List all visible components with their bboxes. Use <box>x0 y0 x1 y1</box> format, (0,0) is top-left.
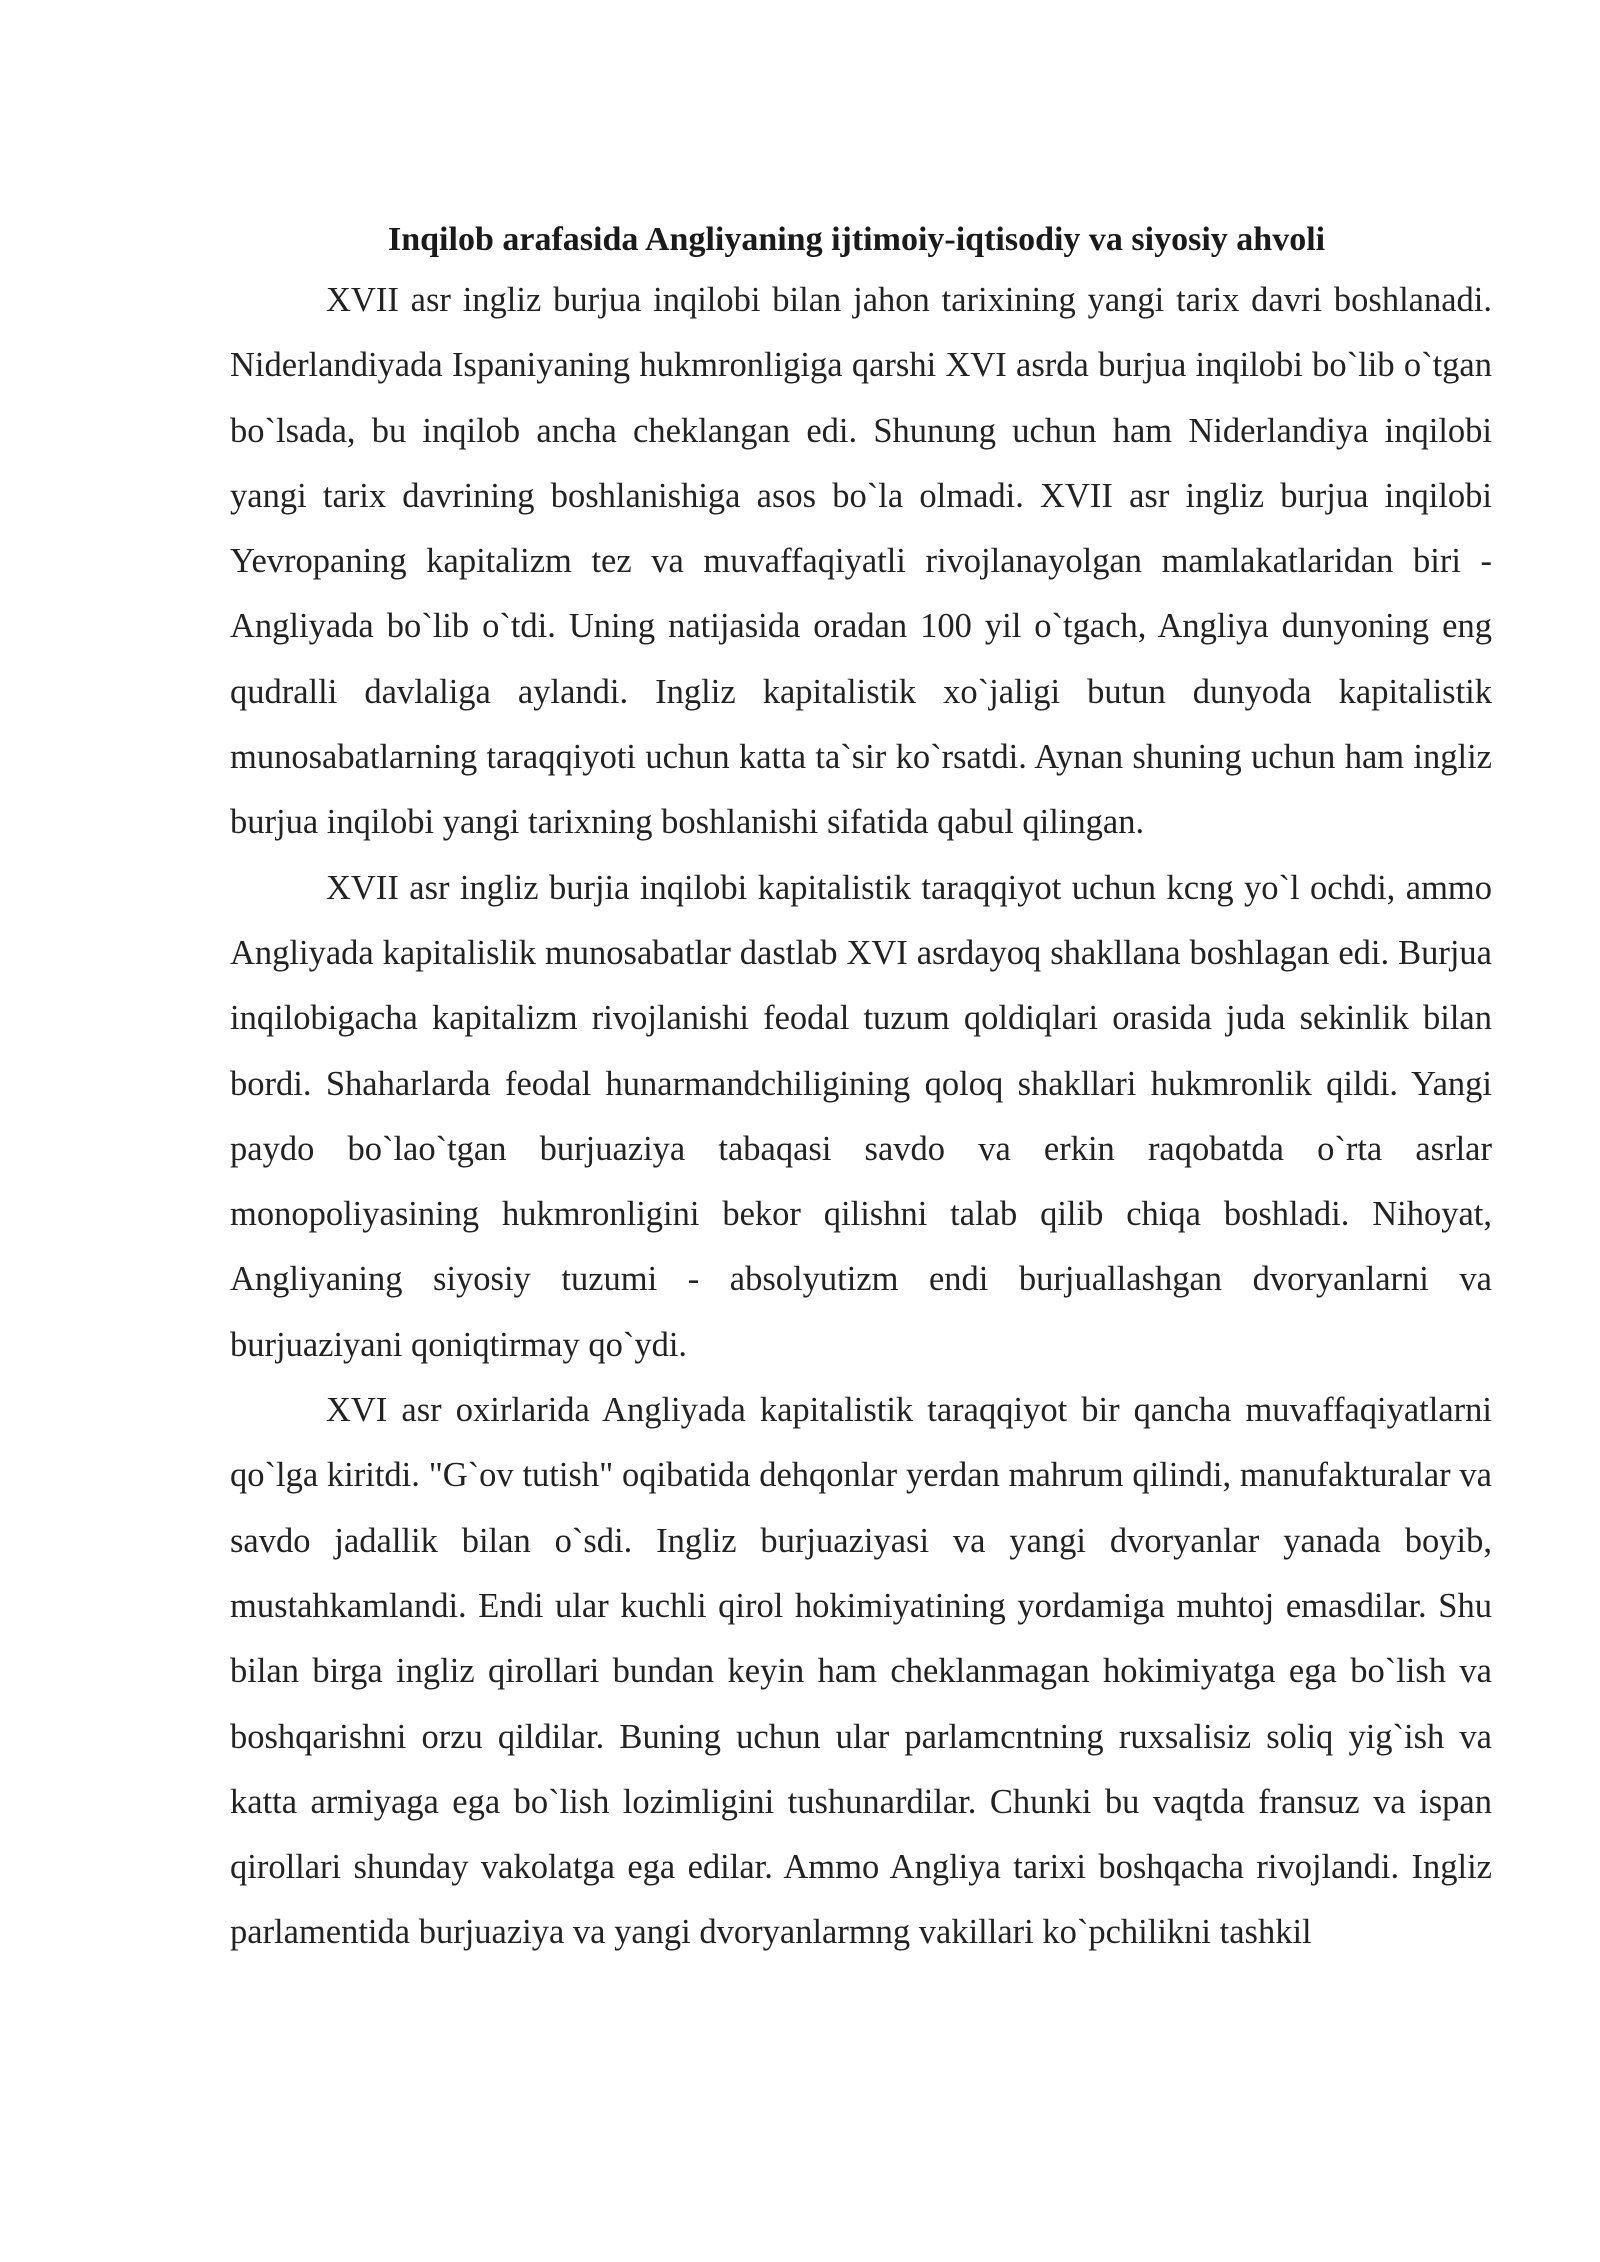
paragraph-3: XVI asr oxirlarida Angliyada kapitalistik taraqqiyot bir qancha muvaffaqiyatlarni qo`lga kiritdi. "G`ov tutish" oqibatida dehqonlar yerdan mahrum qilindi, manufakturalar va savdo jadallik bilan o`sdi. Ingliz burjuaziyasi va yangi dvoryanlar yanada boyib, mustahkamlandi. Endi ular kuchli qirol hokimiyatining yordamiga muhtoj emasdilar. Shu bilan birga ingliz qirollari bundan keyin ham cheklanmagan hokimiyatga ega bo`lish va boshqarishni orzu qildilar. Buning uchun ular parlamcntning ruxsalisiz soliq yig`ish va katta armiyaga ega bo`lish lozimligini tushunardilar. Chunki bu vaqtda fransuz va ispan qirollari shunday vakolatga ega edilar. Ammo Angliya tarixi boshqacha rivojlandi. Ingliz parlamentida burjuaziya va yangi dvoryanlarmng vakillari ko`pchilikni tashkil <box>230 1391 1492 1952</box>
document-title: Inqilob arafasida Angliyaning ijtimoiy-iqtisodiy va siyosiy ahvoli <box>388 221 1326 258</box>
paragraph-1: XVII asr ingliz burjua inqilobi bilan jahon tarixining yangi tarix davri boshlanadi. Niderlandiyada Ispaniyaning hukmronligiga qarshi XVI asrda burjua inqilobi bo`lib o`tgan bo`lsada, bu inqilob ancha cheklangan edi. Shunung uchun ham Niderlandiya inqilobi yangi tarix davrining boshlanishiga asos bo`la olmadi. XVII asr ingliz burjua inqilobi Yevropaning kapitalizm tez va muvaffaqiyatli rivojlanayolgan mamlakatlaridan biri - Angliyada bo`lib o`tdi. Uning natijasida oradan 100 yil o`tgach, Angliya dunyoning eng qudralli davlaliga aylandi. Ingliz kapitalistik xo`jaligi butun dunyoda kapitalistik munosabatlarning taraqqiyoti uchun katta ta`sir ko`rsatdi. Aynan shuning uchun ham ingliz burjua inqilobi yangi tarixning boshlanishi sifatida qabul qilingan. <box>230 281 1492 842</box>
paragraph-2: XVII asr ingliz burjia inqilobi kapitalistik taraqqiyot uchun kcng yo`l ochdi, ammo Angliyada kapitalislik munosabatlar dastlab XVI asrdayoq shakllana boshlagan edi. Burjua inqilobigacha kapitalizm rivojlanishi feodal tuzum qoldiqlari orasida juda sekinlik bilan bordi. Shaharlarda feodal hunarmandchiligining qoloq shakllari hukmronlik qildi. Yangi paydo bo`lao`tgan burjuaziya tabaqasi savdo va erkin raqobatda o`rta asrlar monopoliyasining hukmronligini bekor qilishni talab qilib chiqa boshladi. Nihoyat, Angliyaning siyosiy tuzumi - absolyutizm endi burjuallashgan dvoryanlarni va burjuaziyani qoniqtirmay qo`ydi. <box>230 868 1492 1364</box>
document-page <box>230 200 1492 1966</box>
